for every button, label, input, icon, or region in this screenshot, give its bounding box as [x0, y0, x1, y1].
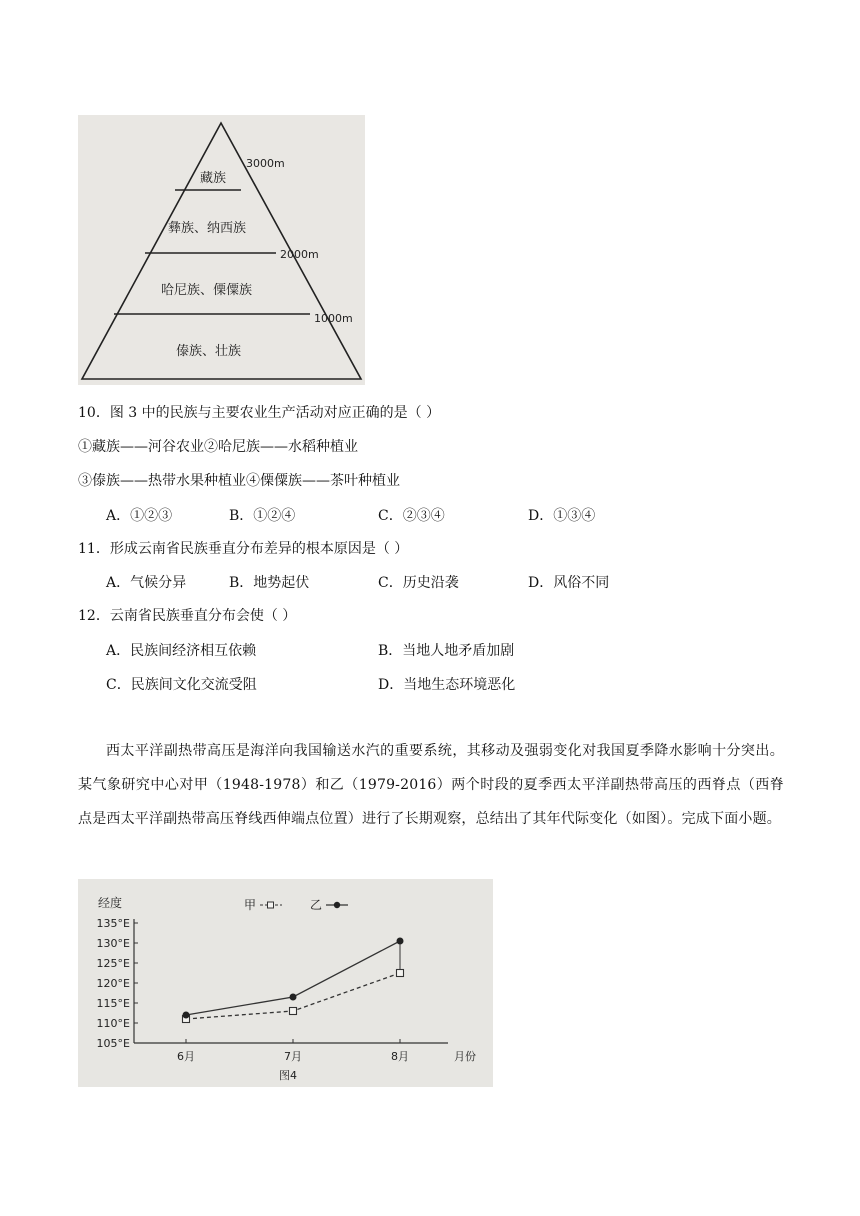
- option-b[interactable]: B．①②④: [229, 508, 296, 524]
- question-11-stem: 11．形成云南省民族垂直分布差异的根本原因是（ ）: [78, 541, 409, 557]
- y-tick-label: 110°E: [96, 1017, 130, 1030]
- x-tick-label: 7月: [284, 1050, 302, 1063]
- legend-label: 甲: [244, 898, 257, 912]
- y-axis-label: 经度: [98, 896, 123, 910]
- y-tick-label: 125°E: [96, 957, 130, 970]
- option-c[interactable]: C．历史沿袭: [378, 575, 459, 591]
- option-d[interactable]: D．风俗不同: [528, 575, 610, 591]
- option-a[interactable]: A．气候分异: [106, 575, 187, 591]
- question-10-item-line: ③傣族——热带水果种植业④傈僳族——茶叶种植业: [78, 473, 400, 489]
- altitude-label: 1000m: [314, 312, 353, 325]
- data-point: [290, 994, 297, 1001]
- option-c[interactable]: C．②③④: [378, 508, 445, 524]
- option-b[interactable]: B．当地人地矛盾加剧: [378, 643, 515, 659]
- y-tick-label: 115°E: [96, 997, 130, 1010]
- y-tick-label: 105°E: [96, 1037, 130, 1050]
- data-point: [397, 970, 404, 977]
- subtropical-high-chart-figure: [78, 879, 493, 1087]
- altitude-label: 3000m: [246, 157, 285, 170]
- tier-label: 傣族、壮族: [176, 344, 242, 359]
- chart-title: 图4: [279, 1069, 297, 1082]
- tier-label: 彝族、纳西族: [168, 221, 247, 236]
- legend-label: 乙: [310, 898, 323, 912]
- ethnic-altitude-pyramid-figure: [78, 115, 365, 385]
- y-tick-label: 130°E: [96, 937, 130, 950]
- y-tick-label: 135°E: [96, 917, 130, 930]
- question-10-item-line: ①藏族——河谷农业②哈尼族——水稻种植业: [78, 439, 358, 455]
- option-a[interactable]: A．民族间经济相互依赖: [106, 643, 257, 659]
- altitude-label: 2000m: [280, 248, 319, 261]
- tier-label: 藏族: [200, 171, 227, 186]
- tier-label: 哈尼族、傈僳族: [161, 283, 253, 298]
- question-12-stem: 12．云南省民族垂直分布会使（ ）: [78, 608, 297, 624]
- data-point: [290, 1008, 297, 1015]
- option-d[interactable]: D．当地生态环境恶化: [378, 677, 516, 693]
- legend-marker: [268, 902, 274, 908]
- question-10-stem: 10．图 3 中的民族与主要农业生产活动对应正确的是（ ）: [78, 405, 441, 421]
- data-point: [397, 938, 404, 945]
- data-point: [183, 1012, 190, 1019]
- x-axis-label: 月份: [454, 1050, 476, 1063]
- option-c[interactable]: C．民族间文化交流受阻: [106, 677, 257, 693]
- x-tick-label: 8月: [391, 1050, 409, 1063]
- option-b[interactable]: B．地势起伏: [229, 575, 310, 591]
- pyramid-diagram: [78, 115, 365, 385]
- reading-passage: 西太平洋副热带高压是海洋向我国输送水汽的重要系统，其移动及强弱变化对我国夏季降水影响十分突出。某气象研究中心对甲（1948-1978）和乙（1979-2016）两个时段的夏季西太平洋副热带高压的西脊点（西脊点是西太平洋副热带高压脊线西伸端点位置）进行了长期观察，总结出了其年代际变化（如图）。完成下面小题。: [78, 743, 784, 827]
- x-tick-label: 6月: [177, 1050, 195, 1063]
- legend-marker: [334, 902, 340, 908]
- option-a[interactable]: A．①②③: [106, 508, 173, 524]
- option-d[interactable]: D．①③④: [528, 508, 596, 524]
- line-chart: [78, 879, 493, 1087]
- series-line: [186, 941, 400, 1015]
- y-tick-label: 120°E: [96, 977, 130, 990]
- pyramid-outline: [82, 123, 361, 379]
